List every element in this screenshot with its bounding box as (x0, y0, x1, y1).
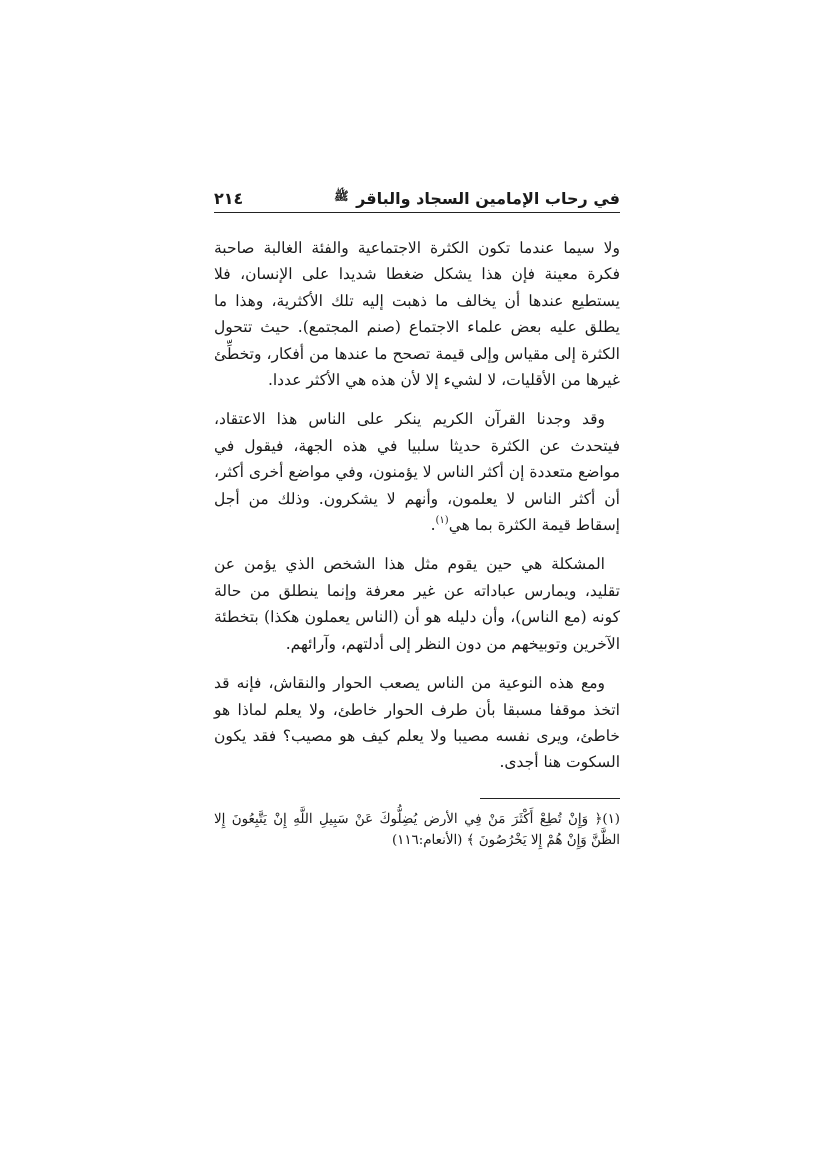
honorific-glyph: ﷺ (334, 189, 349, 203)
running-header (214, 178, 620, 213)
footnote-reference[interactable]: (١) (435, 515, 449, 527)
paragraph-2-end: . (430, 516, 436, 535)
header-title-text: في رحاب الإمامين السجاد والباقر (356, 189, 620, 208)
footnote-separator (480, 798, 620, 799)
paragraph-1: ولا سيما عندما تكون الكثرة الاجتماعية والفئة الغالبة صاحبة فكرة معينة فإن هذا يشكل ضغطا شديدا على الإنسان، فلا يستطيع عندها أن يخالف ما ذهبت إليه تلك الأكثرية، وهذا ما يطلق عليه بعض علماء الاجتماع (صنم المجتمع). حيث تتحول الكثرة إلى مقياس وإلى قيمة تصحح ما عندها من أفكار، وتخطِّئ غيرها من الأقليات، لا لشيء إلا لأن هذه هي الأكثر عددا. (214, 239, 620, 390)
book-page (214, 178, 620, 864)
body-text (214, 235, 620, 776)
paragraph-4: ومع هذه النوعية من الناس يصعب الحوار والنقاش، فإنه قد اتخذ موقفا مسبقا بأن طرف الحوار خاطئ، ولا يعلم لماذا هو خاطئ، ويرى نفسه مصيبا ولا يعلم كيف هو مصيب؟ فقد يكون السكوت هنا أجدى. (214, 674, 620, 772)
paragraph-3: المشكلة هي حين يقوم مثل هذا الشخص الذي يؤمن عن تقليد، ويمارس عباداته عن غير معرفة وإنما ينطلق من حالة كونه (مع الناس)، وأن دليله هو أن (الناس يعملون هكذا) بتخطئة الآخرين وتوبيخهم من دون النظر إلى أدلتهم، وآرائهم. (214, 555, 620, 653)
paragraph-2-text: وقد وجدنا القرآن الكريم ينكر على الناس هذا الاعتقاد، فيتحدث عن الكثرة حديثا سلبيا في هذه الجهة، فيقول في مواضع متعددة إن أكثر الناس لا يؤمنون، وفي مواضع أخرى أكثر، أن أكثر الناس لا يعلمون، وأنهم لا يشكرون. وذلك من أجل إسقاط قيمة الكثرة بما هي (214, 410, 620, 535)
paragraph-2 (214, 406, 620, 538)
header-title (334, 189, 620, 208)
page-number: ٢١٤ (214, 189, 244, 208)
footnote: (١)﴿ وَإِنْ تُطِعْ أَكْثَرَ مَنْ فِي الأرض يُضِلُّوكَ عَنْ سَبِيلِ اللَّهِ إِنْ يَتَّبِعُونَ إِلا الظَّنَّ وَإِنْ هُمْ إِلا يَخْرُصُونَ ﴾ (الأنعام:١١٦) (214, 811, 620, 848)
